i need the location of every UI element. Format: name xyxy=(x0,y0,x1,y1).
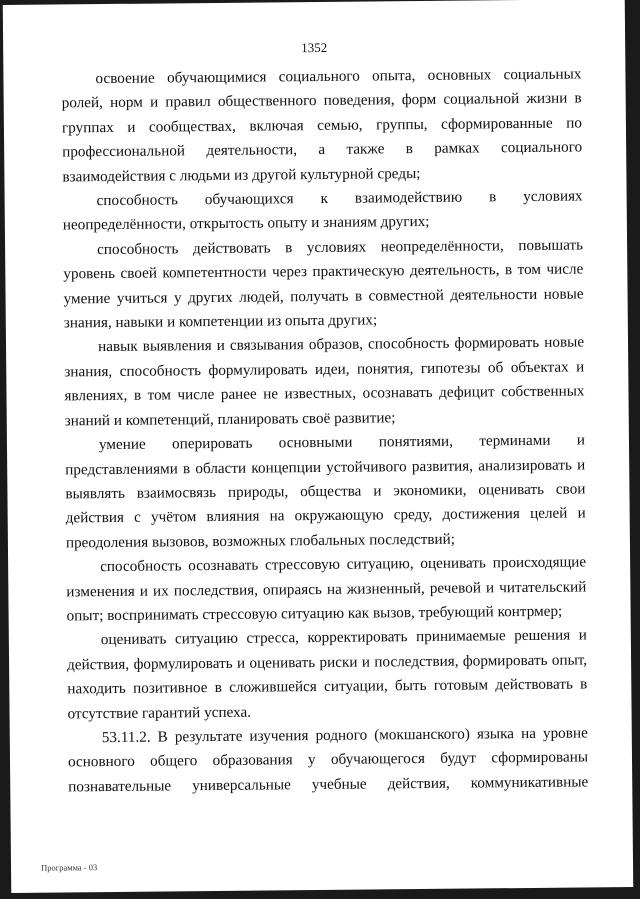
document-body xyxy=(61,62,588,799)
paragraph-social-experience: освоение обучающимися социального опыта, основных социальных ролей, норм и правил общественного поведения, форм социальной жизни в группах и сообществах, включая семью, группы, сформированные по профессиональной деятельности, а также в рамках социального взаимодействия с людьми из другой культурной среды; xyxy=(61,65,583,186)
paragraph-section-53-11-2: 53.11.2. В результате изучения родного (мокшанского) языка на уровне основного общего образования у обучающегося будут сформированы познавательные универсальные учебные действия, коммуникативные xyxy=(67,724,589,796)
paragraph-sustainable-development: умение оперировать основными понятиями, терминами и представлениями в области концепции устойчивого развития, анализировать и выявлять взаимосвязь природы, общества и экономики, оценивать свои действия с учётом влияния на окружающую среду, достижения целей и преодоления вызовов, возможных глобальных последствий; xyxy=(65,431,586,552)
document-sheet xyxy=(3,0,633,893)
paragraph-image-skills: навык выявления и связывания образов, способность формировать новые знания, способность формулировать идеи, понятия, гипотезы об объектах и явлениях, в том числе ранее не известных, осознавать дефицит собственных знаний и компетенций, планировать своё развитие; xyxy=(64,333,585,430)
paragraph-act-uncertainty: способность действовать в условиях неопределённости, повышать уровень своей компетентности через практическую деятельность, в том числе умение учиться у других людей, получать в совместной деятельности новые знания, навыки и компетенции из опыта других; xyxy=(63,236,584,332)
footer-label: Программа - 03 xyxy=(40,862,98,873)
page-number: 1352 xyxy=(301,39,328,56)
paragraph-stress-evaluation: оценивать ситуацию стресса, корректировать принимаемые решения и действия, формулировать и оценивать риски и последствия, формировать опыт, находить позитивное в сложившейся ситуации, быть готовым действовать в отсутствие гарантий успеха. xyxy=(67,626,588,722)
paragraph-stress-awareness: способность осознавать стрессовую ситуацию, оценивать происходящие изменения и их последствия, опираясь на жизненный, речевой и читательский опыт; воспринимать стрессовую ситуацию как вызов, требующий контрмер; xyxy=(66,553,587,625)
paragraph-interaction-uncertainty: способность обучающихся к взаимодействию в условиях неопределённости, открытость опыту и знаниям других; xyxy=(62,187,583,234)
